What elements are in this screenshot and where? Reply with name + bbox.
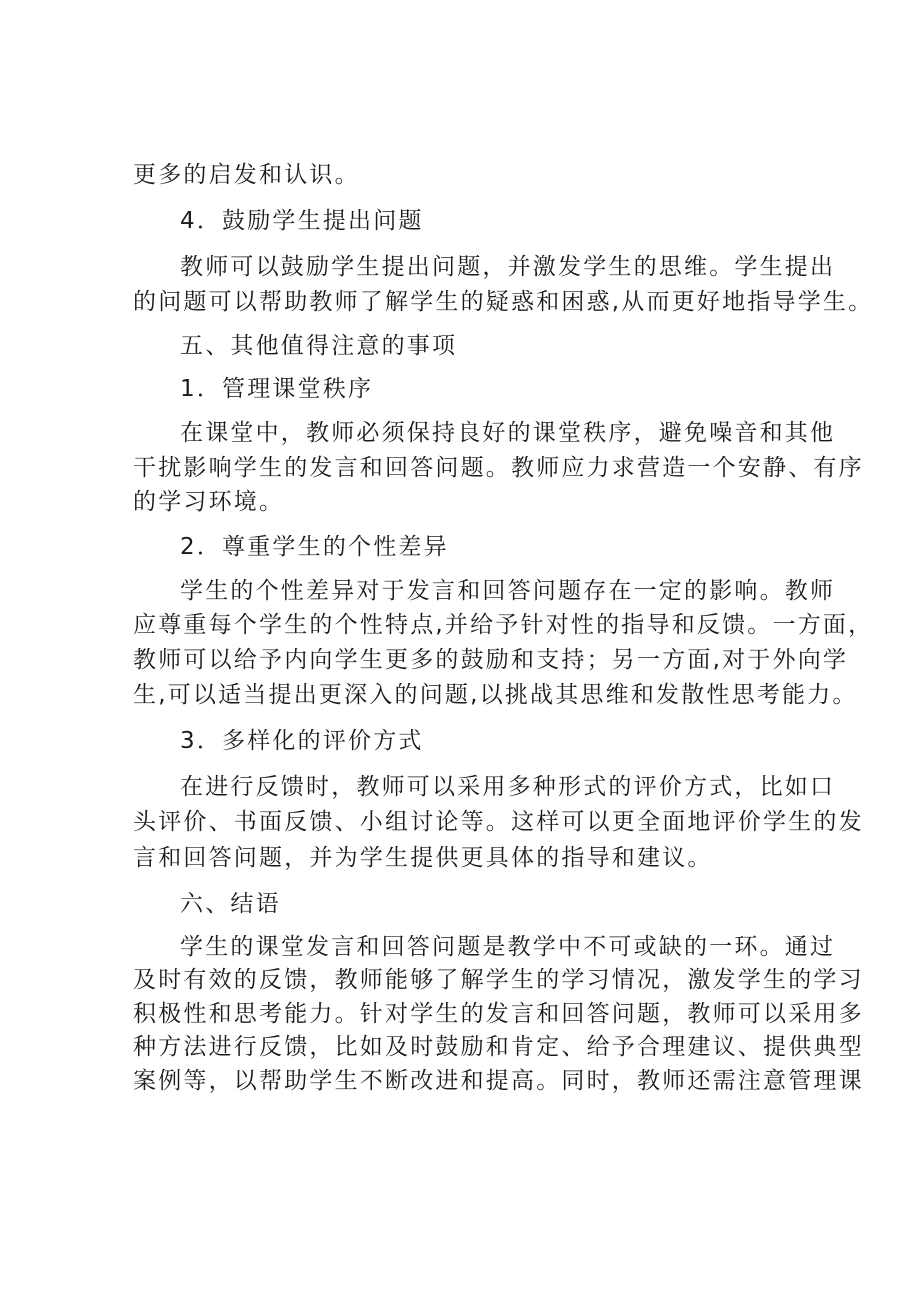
- paragraph-line: 言和回答问题，并为学生提供更具体的指导和建议。: [133, 845, 713, 871]
- paragraph-line: 学生的课堂发言和回答问题是教学中不可或缺的一环。通过: [180, 934, 836, 960]
- paragraph-line: 头评价、书面反馈、小组讨论等。这样可以更全面地评价学生的发: [133, 809, 864, 835]
- paragraph-line: 在进行反馈时，教师可以采用多种形式的评价方式，比如口: [180, 774, 836, 800]
- subheading-1: 1．管理课堂秩序: [180, 376, 374, 402]
- paragraph-continuation: 更多的启发和认识。: [133, 162, 360, 188]
- paragraph-line: 案例等，以帮助学生不断改进和提高。同时，教师还需注意管理课: [133, 1068, 864, 1094]
- subheading-3: 3．多样化的评价方式: [180, 728, 424, 754]
- subheading-4: 4．鼓励学生提出问题: [180, 208, 424, 234]
- paragraph-line: 及时有效的反馈，教师能够了解学生的学习情况，激发学生的学习: [133, 967, 864, 993]
- paragraph-line: 生,可以适当提出更深入的问题,以挑战其思维和发散性思考能力。: [133, 682, 858, 708]
- paragraph-line: 学生的个性差异对于发言和回答问题存在一定的影响。教师: [180, 578, 836, 604]
- paragraph-line: 教师可以给予内向学生更多的鼓励和支持；另一方面,对于外向学: [133, 647, 849, 673]
- paragraph-line: 干扰影响学生的发言和回答问题。教师应力求营造一个安静、有序: [133, 455, 864, 481]
- section-heading-6: 六、结语: [180, 891, 281, 917]
- paragraph-line: 的问题可以帮助教师了解学生的疑惑和困惑,从而更好地指导学生。: [133, 289, 874, 315]
- paragraph-line: 种方法进行反馈，比如及时鼓励和肯定、给予合理建议、提供典型: [133, 1034, 864, 1060]
- paragraph-line: 教师可以鼓励学生提出问题，并激发学生的思维。学生提出: [180, 254, 836, 280]
- paragraph-line: 在课堂中，教师必须保持良好的课堂秩序，避免噪音和其他: [180, 420, 836, 446]
- paragraph-line: 应尊重每个学生的个性特点,并给予针对性的指导和反馈。一方面，: [133, 612, 874, 638]
- subheading-2: 2．尊重学生的个性差异: [180, 534, 449, 560]
- paragraph-line: 积极性和思考能力。针对学生的发言和回答问题，教师可以采用多: [133, 1001, 864, 1027]
- paragraph-line: 的学习环境。: [133, 489, 285, 515]
- section-heading-5: 五、其他值得注意的事项: [180, 333, 458, 359]
